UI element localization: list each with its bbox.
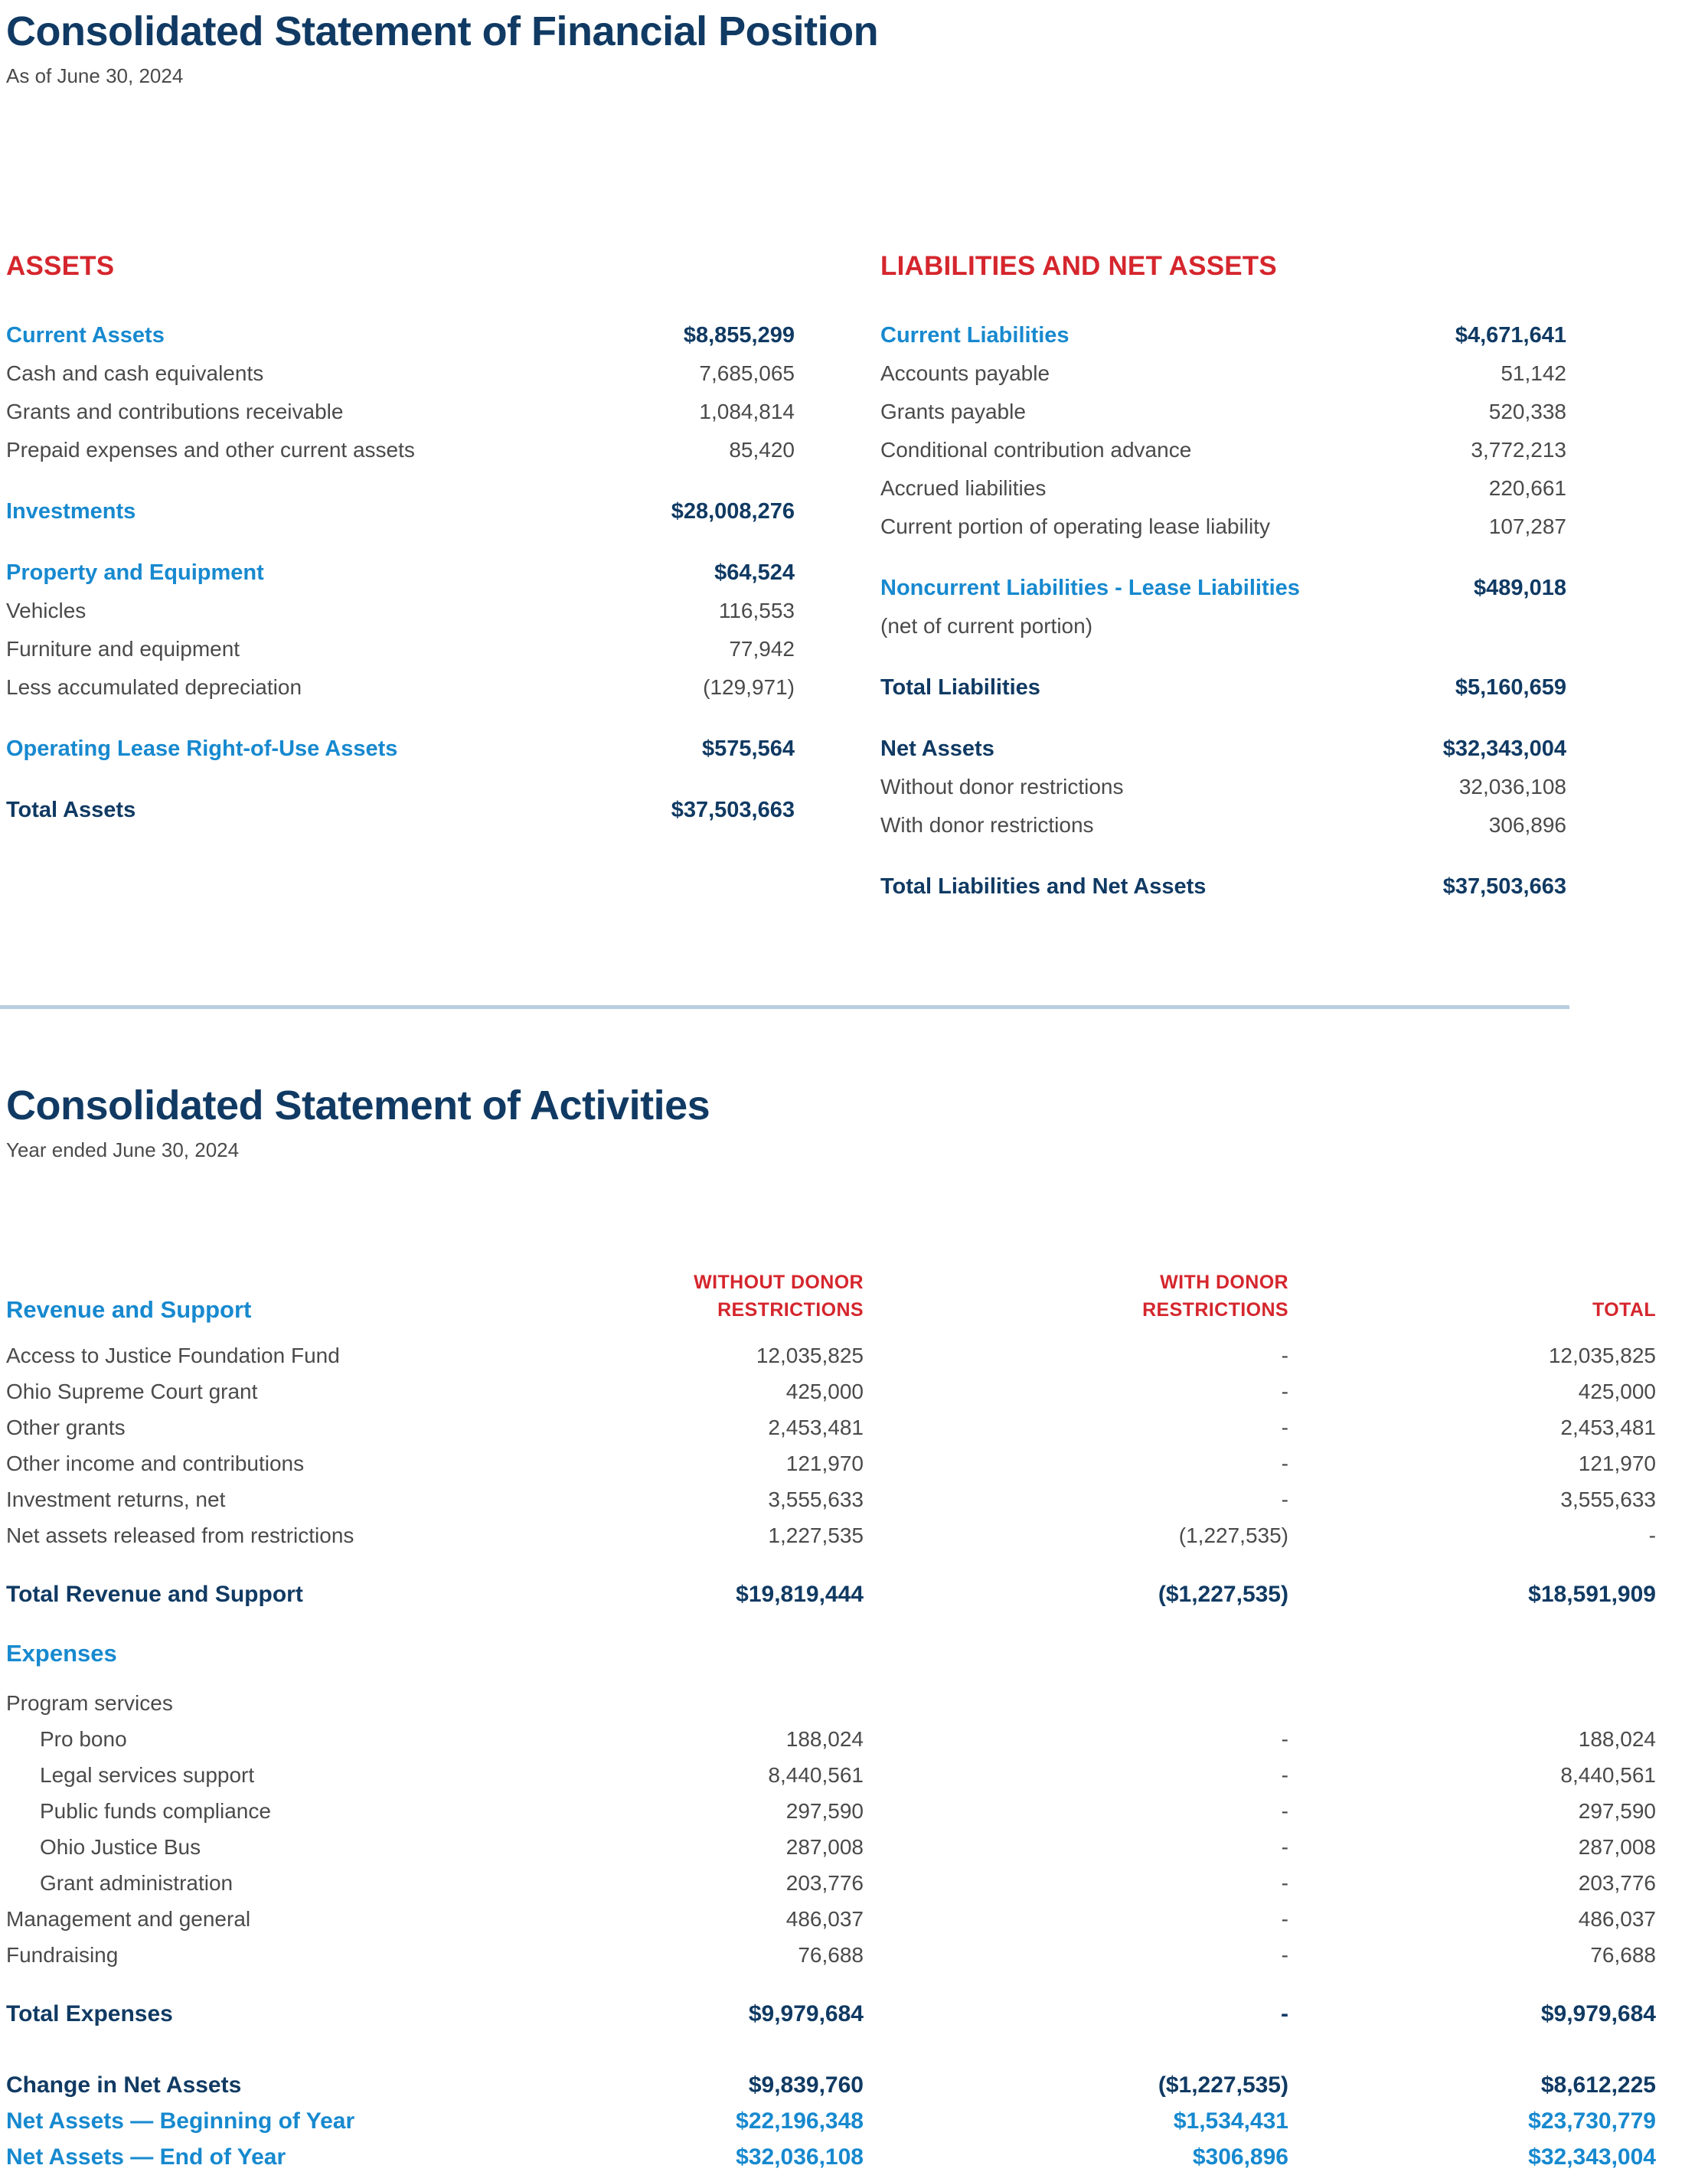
expenses-section-heading: Expenses — [6, 1640, 117, 1667]
table-row — [6, 1721, 1656, 1757]
row-value-with: - — [1281, 1416, 1288, 1439]
table-row-total — [6, 791, 795, 829]
row-value: 220,661 — [1488, 476, 1566, 500]
row-value-with: - — [1281, 2001, 1288, 2026]
table-row — [6, 554, 795, 592]
row-value-with: - — [1281, 1907, 1288, 1931]
row-value-total: 12,035,825 — [1548, 1344, 1656, 1367]
row-label: Net Assets — Beginning of Year — [6, 2108, 355, 2134]
table-row — [6, 354, 795, 393]
table-row-total — [6, 2103, 1656, 2139]
table-row — [6, 393, 795, 431]
row-value-with: (1,227,535) — [1178, 1523, 1288, 1547]
activities-table-wrap — [0, 1269, 1708, 2175]
table-row — [6, 1409, 1656, 1445]
table-row — [6, 630, 795, 668]
row-value-without: 8,440,561 — [768, 1763, 864, 1787]
table-row-total — [6, 1996, 1656, 2032]
row-value-without: 188,024 — [785, 1727, 864, 1751]
row-label: Public funds compliance — [40, 1799, 271, 1823]
activities-subtitle: Year ended June 30, 2024 — [6, 1138, 240, 1161]
row-spacer — [6, 469, 795, 492]
row-value-with: - — [1281, 1380, 1288, 1403]
row-spacer — [6, 1553, 1656, 1576]
row-value-with: - — [1281, 1799, 1288, 1823]
table-row-total — [6, 2139, 1656, 2175]
row-label: Investment returns, net — [6, 1488, 226, 1511]
row-spacer — [6, 707, 795, 730]
row-label: Ohio Supreme Court grant — [6, 1380, 258, 1403]
row-value: 306,896 — [1488, 813, 1566, 837]
row-label: Investments — [6, 499, 136, 524]
row-value-with: - — [1281, 1943, 1288, 1967]
row-value: 7,685,065 — [699, 361, 795, 385]
table-row — [880, 431, 1566, 469]
row-value: 3,772,213 — [1471, 438, 1566, 462]
row-value: (129,971) — [703, 675, 795, 699]
table-row — [6, 316, 795, 354]
table-row — [6, 730, 795, 768]
row-label: Current portion of operating lease liability — [880, 514, 1270, 538]
row-label: Total Liabilities and Net Assets — [880, 874, 1207, 899]
row-label: Accounts payable — [880, 361, 1050, 385]
row-label: Net assets released from restrictions — [6, 1523, 354, 1547]
row-label: Conditional contribution advance — [880, 438, 1192, 462]
row-spacer — [6, 531, 795, 554]
row-value-without: $9,839,760 — [748, 2072, 864, 2098]
row-value-total: 3,555,633 — [1560, 1488, 1656, 1511]
row-label: Total Expenses — [6, 2001, 173, 2026]
row-spacer — [6, 1612, 1656, 1635]
position-title-block — [6, 8, 879, 87]
table-row — [6, 1517, 1656, 1553]
row-value: $32,343,004 — [1442, 736, 1566, 761]
col-header-line2: RESTRICTIONS — [1142, 1299, 1288, 1321]
row-label: Vehicles — [6, 599, 87, 622]
row-value: $28,008,276 — [671, 499, 795, 524]
table-row — [880, 354, 1566, 393]
row-value-without: 425,000 — [785, 1380, 864, 1403]
assets-column — [6, 253, 795, 829]
row-label: Fundraising — [6, 1943, 119, 1967]
row-value-total: 76,688 — [1590, 1943, 1656, 1967]
row-label: Management and general — [6, 1907, 251, 1931]
table-row — [880, 316, 1566, 354]
row-value-without: 1,227,535 — [768, 1523, 864, 1547]
row-value-without: $22,196,348 — [736, 2108, 864, 2134]
table-row — [6, 1685, 1656, 1721]
row-value-without: 121,970 — [785, 1452, 864, 1475]
row-value: 1,084,814 — [699, 400, 795, 423]
row-value: $64,524 — [714, 560, 795, 585]
row-label: Total Assets — [6, 798, 136, 822]
row-spacer — [6, 1324, 1656, 1337]
row-value-without: $32,036,108 — [736, 2144, 864, 2170]
assets-table — [6, 316, 795, 829]
row-label: Noncurrent Liabilities - Lease Liabilities — [880, 576, 1300, 600]
row-value-with: - — [1281, 1344, 1288, 1367]
row-value: $575,564 — [702, 736, 795, 761]
row-label: Current Assets — [6, 323, 165, 348]
row-value-with: - — [1281, 1871, 1288, 1895]
row-note: (net of current portion) — [880, 614, 1093, 638]
row-value: 51,142 — [1501, 361, 1566, 385]
row-value-with: ($1,227,535) — [1158, 1582, 1288, 1607]
row-value-total: $8,612,225 — [1540, 2072, 1656, 2098]
table-row — [6, 431, 795, 469]
table-row-total — [6, 1576, 1656, 1612]
row-value: $5,160,659 — [1455, 675, 1566, 700]
table-row — [880, 393, 1566, 431]
row-spacer — [6, 1671, 1656, 1685]
row-value-total: $23,730,779 — [1528, 2108, 1656, 2134]
activities-table — [6, 1269, 1656, 2175]
row-value-without: 2,453,481 — [768, 1416, 864, 1439]
row-value: 85,420 — [729, 438, 795, 462]
row-value-without: 76,688 — [798, 1943, 864, 1967]
row-value: $4,671,641 — [1455, 323, 1566, 348]
row-value-total: 188,024 — [1578, 1727, 1656, 1751]
row-label: Accrued liabilities — [880, 476, 1047, 500]
assets-heading: ASSETS — [6, 251, 115, 281]
row-value-with: - — [1281, 1763, 1288, 1787]
table-row-total — [6, 2067, 1656, 2103]
row-label: Less accumulated depreciation — [6, 675, 302, 699]
row-spacer — [6, 768, 795, 791]
row-label: Net Assets — End of Year — [6, 2144, 286, 2170]
row-value-total: 425,000 — [1578, 1380, 1656, 1403]
row-value-total: $9,979,684 — [1540, 2001, 1656, 2026]
column-header-total — [1288, 1269, 1656, 1324]
row-value: 116,553 — [718, 599, 795, 622]
row-value-total: $18,591,909 — [1528, 1582, 1656, 1607]
table-row — [6, 1865, 1656, 1901]
row-label: Cash and cash equivalents — [6, 361, 264, 385]
row-value: 32,036,108 — [1458, 775, 1566, 798]
row-spacer — [880, 645, 1566, 668]
table-row — [880, 768, 1566, 806]
table-row — [6, 1793, 1656, 1829]
row-label: Pro bono — [40, 1727, 127, 1751]
table-row — [6, 492, 795, 531]
row-label: Prepaid expenses and other current assets — [6, 438, 415, 462]
col-header-line1: TOTAL — [1592, 1299, 1656, 1321]
row-value-total: 2,453,481 — [1560, 1416, 1656, 1439]
table-row — [6, 1373, 1656, 1409]
row-value-without: 297,590 — [785, 1799, 864, 1823]
row-spacer — [6, 2032, 1656, 2067]
revenue-section-heading: Revenue and Support — [6, 1296, 252, 1323]
row-label: Furniture and equipment — [6, 637, 240, 661]
activities-title: Consolidated Statement of Activities — [6, 1083, 710, 1128]
row-value-without: 287,008 — [785, 1835, 864, 1859]
row-label: Grants payable — [880, 400, 1026, 423]
row-label: Access to Justice Foundation Fund — [6, 1344, 340, 1367]
row-value-without: 12,035,825 — [756, 1344, 864, 1367]
page-subtitle: As of June 30, 2024 — [6, 64, 184, 87]
row-label: Total Revenue and Support — [6, 1582, 303, 1607]
column-header-without-donor-restrictions — [542, 1269, 864, 1324]
row-spacer — [880, 844, 1566, 867]
table-header-row — [6, 1269, 1656, 1324]
row-label: Legal services support — [40, 1763, 255, 1787]
row-value-with: $1,534,431 — [1173, 2108, 1288, 2134]
row-value-total: 287,008 — [1578, 1835, 1656, 1859]
row-value-with: $306,896 — [1192, 2144, 1288, 2170]
row-label: Without donor restrictions — [880, 775, 1124, 798]
section-divider — [0, 1005, 1569, 1009]
row-label: Grants and contributions receivable — [6, 400, 344, 423]
row-value-with: ($1,227,535) — [1158, 2072, 1288, 2098]
table-row — [6, 1481, 1656, 1517]
row-value-without: 3,555,633 — [768, 1488, 864, 1511]
row-value-total: - — [1648, 1523, 1656, 1547]
row-spacer — [6, 1973, 1656, 1996]
row-label: Current Liabilities — [880, 323, 1070, 348]
row-value-with: - — [1281, 1452, 1288, 1475]
liabilities-heading: LIABILITIES AND NET ASSETS — [880, 251, 1277, 281]
table-row-total — [880, 867, 1566, 906]
row-spacer — [880, 546, 1566, 569]
row-value: $489,018 — [1474, 576, 1566, 600]
table-row — [6, 1901, 1656, 1937]
col-header-line1: WITHOUT DONOR — [694, 1272, 864, 1293]
col-header-line1: WITH DONOR — [1160, 1272, 1288, 1293]
liabilities-column — [880, 253, 1566, 906]
row-value-without: $19,819,444 — [736, 1582, 864, 1607]
row-value-with: - — [1281, 1727, 1288, 1751]
table-row — [6, 1937, 1656, 1973]
row-value-total: 486,037 — [1578, 1907, 1656, 1931]
row-value-total: $32,343,004 — [1528, 2144, 1656, 2170]
row-label: Program services — [6, 1691, 173, 1715]
row-value-total: 297,590 — [1578, 1799, 1656, 1823]
table-row — [880, 508, 1566, 546]
row-label: Ohio Justice Bus — [40, 1835, 201, 1859]
row-label: Net Assets — [880, 736, 994, 761]
liabilities-table — [880, 316, 1566, 906]
row-label: Other income and contributions — [6, 1452, 305, 1475]
row-value: $37,503,663 — [671, 798, 795, 822]
row-value-without: 486,037 — [785, 1907, 864, 1931]
table-row — [6, 1757, 1656, 1793]
row-value-without: 203,776 — [785, 1871, 864, 1895]
table-row — [880, 569, 1566, 607]
table-row — [6, 592, 795, 630]
row-label: Operating Lease Right-of-Use Assets — [6, 736, 398, 761]
activities-title-block — [6, 1085, 710, 1160]
col-header-line2: RESTRICTIONS — [717, 1299, 864, 1321]
row-label: Total Liabilities — [880, 675, 1040, 700]
table-row-note — [880, 607, 1566, 645]
row-value-total: 8,440,561 — [1560, 1763, 1656, 1787]
table-row — [6, 1337, 1656, 1373]
row-label: Other grants — [6, 1416, 126, 1439]
row-value-with: - — [1281, 1835, 1288, 1859]
table-row-total — [880, 668, 1566, 707]
row-value-total: 203,776 — [1578, 1871, 1656, 1895]
row-value-with: - — [1281, 1488, 1288, 1511]
table-row — [6, 668, 795, 707]
row-value: 107,287 — [1488, 514, 1566, 538]
row-value-without: $9,979,684 — [748, 2001, 864, 2026]
table-row — [880, 806, 1566, 844]
row-value: $37,503,663 — [1442, 874, 1566, 899]
column-header-with-donor-restrictions — [864, 1269, 1288, 1324]
row-label: Change in Net Assets — [6, 2072, 242, 2098]
table-row — [880, 730, 1566, 768]
page-title: Consolidated Statement of Financial Position — [6, 8, 879, 54]
table-row — [880, 469, 1566, 508]
row-label: Grant administration — [40, 1871, 234, 1895]
row-value: 77,942 — [729, 637, 795, 661]
row-label: Property and Equipment — [6, 560, 264, 585]
table-row — [6, 1445, 1656, 1481]
row-value: 520,338 — [1488, 400, 1566, 423]
row-value: $8,855,299 — [683, 323, 795, 348]
table-row — [6, 1829, 1656, 1865]
expenses-section-heading-row — [6, 1635, 1656, 1671]
row-label: With donor restrictions — [880, 813, 1094, 837]
row-spacer — [880, 707, 1566, 730]
row-value-total: 121,970 — [1578, 1452, 1656, 1475]
